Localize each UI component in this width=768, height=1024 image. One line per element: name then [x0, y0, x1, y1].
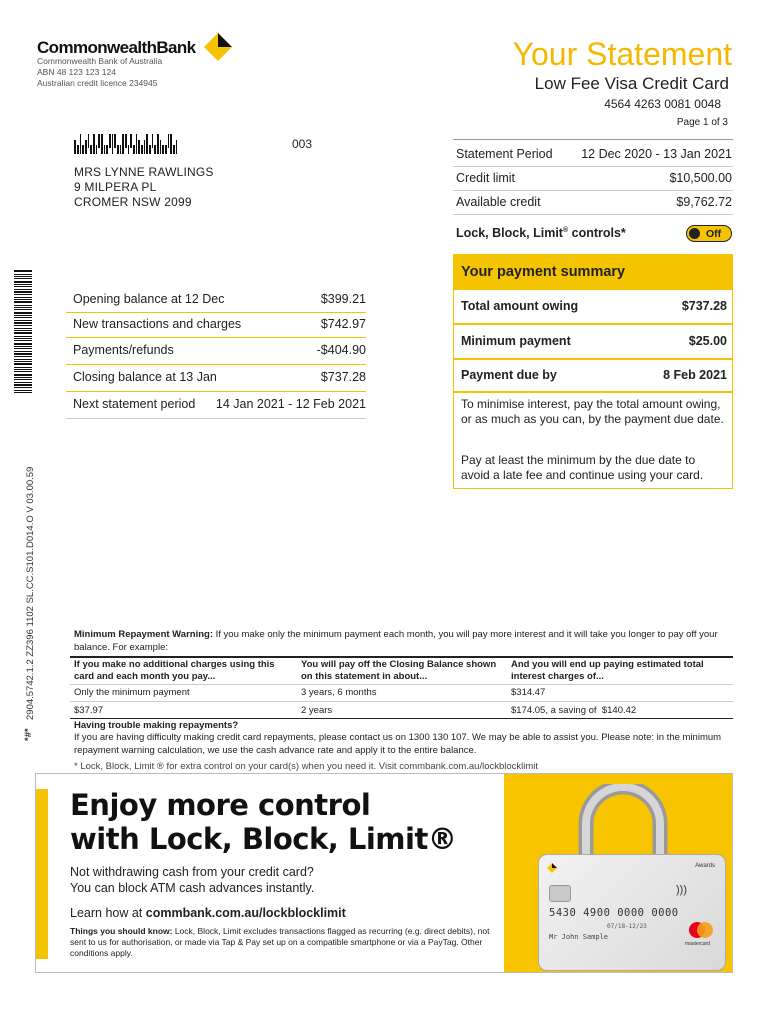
divider: [66, 418, 366, 419]
balance-row: [73, 317, 366, 331]
bank-abn: ABN 48 123 123 124: [37, 67, 116, 77]
bank-diamond-icon: [204, 33, 232, 61]
side-barcode-bar: [14, 322, 32, 324]
credit-limit-value: $10,500.00: [669, 171, 732, 185]
side-barcode-bar: [14, 294, 32, 295]
recipient-city: CROMER NSW 2099: [74, 195, 192, 209]
warning-table-cell: $174.05, a saving of $140.42: [511, 705, 637, 716]
side-barcode-bar: [14, 353, 32, 355]
repayment-warning-text: [74, 629, 734, 654]
payment-due-value: 8 Feb 2021: [663, 368, 727, 382]
card-expiry: 07/18-12/23: [607, 923, 647, 930]
side-barcode-bar: [14, 317, 32, 318]
card-tier: Awards: [695, 863, 715, 869]
divider: [66, 391, 366, 392]
barcode-bar: [104, 145, 106, 154]
barcode-bar: [90, 145, 92, 154]
next-period-row: [73, 397, 366, 411]
divider: [66, 337, 366, 338]
side-barcode-bar: [14, 325, 32, 326]
statement-title: Your Statement: [512, 36, 732, 72]
side-barcode-bar: [14, 348, 32, 349]
divider: [454, 323, 732, 325]
bank-logo-wordmark: CommonwealthBank: [37, 38, 196, 57]
recipient-street: 9 MILPERA PL: [74, 180, 157, 194]
lbl-suffix: controls*: [568, 226, 626, 240]
toggle-knob: [689, 228, 700, 239]
ad-fine-bold: Things you should know:: [70, 926, 173, 936]
card-chip-icon: [549, 885, 571, 902]
side-barcode-bar: [14, 332, 32, 334]
mail-code: 003: [292, 137, 313, 151]
credit-limit-row: [456, 171, 732, 185]
ad-title-line1: Enjoy more control: [70, 788, 371, 822]
side-barcode-bar: [14, 371, 32, 372]
product-name: Low Fee Visa Credit Card: [534, 74, 729, 93]
lbl-footnote: * Lock, Block, Limit ® for extra control on your card(s) when you need it. Visit commbank.com.au/lockblocklimit: [74, 761, 539, 772]
side-barcode-bar: [14, 286, 32, 287]
side-barcode-bar: [14, 312, 32, 314]
minimum-payment-value: $25.00: [688, 334, 727, 348]
ad-line1: Not withdrawing cash from your credit card?: [70, 865, 314, 879]
barcode-bar: [162, 145, 164, 154]
payment-summary-box: [453, 254, 733, 489]
ad-fine-text: Lock, Block, Limit excludes transactions flagged as recurring (e.g. direct debits), not sent to us for authorisation, or made via Tap & Pay set up on a compatible smartphone or via a PayTag. Other conditions apply.: [70, 926, 490, 958]
card-number-embossed: 5430 4900 0000 0000: [549, 907, 679, 919]
side-barcode-bar: [14, 299, 32, 300]
barcode-bar: [106, 145, 108, 154]
barcode-bar: [152, 134, 154, 148]
barcode-bar: [114, 134, 116, 148]
warning-table-header: And you will end up paying estimated total interest charges of...: [511, 659, 704, 682]
bank-legal-info: [37, 56, 162, 89]
ad-title: [70, 788, 456, 856]
divider: [453, 166, 733, 167]
recipient-name: MRS LYNNE RAWLINGS: [74, 165, 214, 179]
divider: [453, 214, 733, 215]
minimum-payment-row: [461, 334, 727, 348]
barcode-bar: [149, 145, 151, 154]
toggle-state-label: Off: [706, 227, 722, 240]
barcode-bar: [157, 134, 159, 154]
balance-label: Opening balance at 12 Dec: [73, 292, 225, 306]
barcode-bar: [85, 140, 87, 154]
side-barcode-bar: [14, 284, 32, 285]
barcode-bar: [146, 134, 148, 154]
side-mark: *#*: [23, 728, 34, 741]
warning-table-cell: $314.47: [511, 687, 546, 698]
card-diamond-icon: [547, 863, 557, 873]
side-barcode-bar: [14, 320, 32, 321]
next-period-value: 14 Jan 2021 - 12 Feb 2021: [215, 397, 366, 411]
side-barcode-bar: [14, 278, 32, 279]
side-barcode-bar: [14, 291, 32, 293]
trouble-text: If you are having difficulty making credit card repayments, please contact us on 1300 130 107. We may be able to assist you. Please note: in the minimum repayment warning calculation, we use the cash advance rate and apply it to the entire balance.: [74, 732, 722, 756]
barcode-bar: [133, 145, 135, 154]
barcode-bar: [173, 145, 175, 154]
barcode-bar: [138, 140, 140, 154]
balance-row: [73, 292, 366, 306]
side-barcode-bar: [14, 270, 32, 272]
side-barcode-bar: [14, 384, 32, 386]
payment-summary-heading: Your payment summary: [454, 255, 732, 290]
card-network: mastercard: [685, 941, 711, 947]
table-bottom-rule: [70, 718, 733, 719]
ad-learn-link[interactable]: commbank.com.au/lockblocklimit: [145, 906, 346, 920]
payment-due-row: [461, 368, 727, 382]
ad-learn-more: [70, 905, 346, 921]
balance-value: $399.21: [320, 292, 366, 306]
recipient-address: [74, 165, 214, 210]
warning-table-header: You will pay off the Closing Balance shown on this statement in about...: [301, 659, 497, 682]
side-barcode-bar: [14, 361, 32, 362]
side-barcode-bar: [14, 328, 32, 329]
side-barcode-bar: [14, 363, 32, 365]
credit-limit-label: Credit limit: [456, 171, 516, 185]
side-barcode-bar: [14, 276, 32, 277]
card-number: 4564 4263 0081 0048: [604, 97, 721, 111]
barcode-bar: [168, 134, 170, 148]
barcode-bar: [93, 134, 95, 154]
side-barcode-bar: [14, 367, 32, 368]
side-barcode-bar: [14, 351, 32, 352]
ad-learn-prefix: Learn how at: [70, 906, 146, 920]
table-top-rule: [70, 656, 733, 658]
side-barcode-bar: [14, 382, 32, 383]
postal-barcode: [74, 134, 178, 154]
balance-label: Payments/refunds: [73, 343, 174, 357]
side-barcode-bar: [14, 374, 32, 376]
total-owing-row: [461, 299, 727, 313]
page-indicator: Page 1 of 3: [676, 117, 728, 128]
warning-table-cell: 2 years: [301, 705, 333, 716]
barcode-bar: [98, 134, 100, 148]
barcode-bar: [80, 134, 82, 154]
side-barcode-bar: [14, 330, 32, 331]
side-barcode-bar: [14, 346, 32, 347]
balance-value: -$404.90: [316, 343, 366, 357]
ad-title-line2: with Lock, Block, Limit®: [70, 822, 457, 856]
divider: [454, 391, 732, 393]
payment-note-minimum: Pay at least the minimum by the due date to avoid a late fee and continue using your card.: [461, 453, 704, 482]
side-barcode-bar: [14, 281, 32, 283]
trouble-heading: Having trouble making repayments?: [74, 720, 239, 731]
barcode-bar: [144, 140, 146, 154]
payment-due-label: Payment due by: [461, 368, 557, 382]
repayment-warning-body: If you make only the minimum payment each month, you will pay more interest and it will take you longer to pay off your balance. For example:: [74, 629, 718, 653]
lock-block-limit-ad: [35, 773, 733, 973]
barcode-bar: [165, 145, 167, 154]
bank-licence: Australian credit licence 234945: [37, 78, 158, 88]
available-credit-value: $9,762.72: [676, 195, 732, 209]
divider: [70, 701, 733, 702]
barcode-bar: [109, 134, 111, 148]
repayment-warning-label: Minimum Repayment Warning:: [74, 629, 213, 640]
statement-period-label: Statement Period: [456, 147, 553, 161]
contactless-icon: ))): [676, 884, 687, 896]
next-period-label: Next statement period: [73, 397, 196, 411]
side-barcode-bar: [14, 359, 32, 360]
balance-label: Closing balance at 13 Jan: [73, 370, 217, 384]
side-barcode-bar: [14, 340, 32, 341]
divider: [66, 312, 366, 313]
statement-period-value: 12 Dec 2020 - 13 Jan 2021: [581, 147, 732, 161]
warning-table-cell: 3 years, 6 months: [301, 687, 377, 698]
barcode-bar: [82, 145, 84, 154]
lock-block-limit-toggle[interactable]: [686, 225, 732, 242]
barcode-bar: [101, 134, 103, 154]
balance-value: $742.97: [320, 317, 366, 331]
payment-note-interest: To minimise interest, pay the total amount owing, or as much as you can, by the payment due date.: [461, 397, 724, 426]
ad-line2: You can block ATM cash advances instantly.: [70, 881, 315, 895]
total-owing-value: $737.28: [681, 299, 727, 313]
side-barcode-bar: [14, 390, 32, 391]
barcode-bar: [154, 145, 156, 154]
divider: [453, 190, 733, 191]
side-barcode-bar: [14, 307, 32, 308]
statement-period-row: [456, 147, 732, 161]
barcode-bar: [125, 134, 127, 148]
barcode-bar: [128, 145, 130, 154]
side-barcode: [14, 270, 32, 394]
barcode-bar: [96, 145, 98, 154]
available-credit-row: [456, 195, 732, 209]
divider: [70, 684, 733, 685]
barcode-bar: [141, 145, 143, 154]
side-barcode-bar: [14, 274, 32, 275]
side-barcode-bar: [14, 336, 32, 337]
divider: [66, 364, 366, 365]
available-credit-label: Available credit: [456, 195, 541, 209]
side-barcode-bar: [14, 387, 32, 388]
ad-fine-print: [70, 926, 500, 959]
side-barcode-bar: [14, 369, 32, 370]
warning-table-cell: $37.97: [74, 705, 104, 716]
card-holder: Mr John Sample: [549, 933, 609, 941]
side-barcode-bar: [14, 343, 32, 345]
side-barcode-bar: [14, 301, 32, 303]
lock-block-limit-label: [456, 226, 626, 240]
barcode-bar: [77, 145, 79, 154]
warning-table-cell: Only the minimum payment: [74, 687, 190, 698]
divider: [453, 139, 733, 140]
side-reference-code: 2904.5742.1.2 ZZ396 1102 SL.CC.S101.D014.O V 03.00.59: [25, 466, 36, 720]
barcode-bar: [176, 140, 178, 154]
lbl-text: Lock, Block, Limit: [456, 226, 563, 240]
side-barcode-bar: [14, 379, 32, 380]
warning-table-header: If you make no additional charges using this card and each month you pay...: [74, 659, 275, 682]
barcode-bar: [117, 145, 119, 154]
side-barcode-bar: [14, 309, 32, 310]
barcode-bar: [160, 140, 162, 154]
barcode-bar: [88, 134, 90, 148]
side-barcode-bar: [14, 377, 32, 378]
barcode-bar: [120, 145, 122, 154]
side-barcode-bar: [14, 305, 32, 306]
registered-mark: ®: [562, 226, 569, 234]
divider: [454, 358, 732, 360]
side-barcode-bar: [14, 338, 32, 339]
balance-label: New transactions and charges: [73, 317, 242, 331]
mastercard-logo-icon: [687, 921, 715, 939]
barcode-bar: [74, 140, 76, 154]
side-barcode-bar: [14, 356, 32, 357]
balance-value: $737.28: [320, 370, 366, 384]
barcode-bar: [122, 134, 124, 154]
barcode-bar: [136, 134, 138, 154]
side-barcode-bar: [14, 297, 32, 298]
side-barcode-bar: [14, 315, 32, 316]
bank-logo: [37, 38, 196, 58]
bank-legal-name: Commonwealth Bank of Australia: [37, 56, 163, 66]
barcode-bar: [130, 134, 132, 148]
balance-row: [73, 370, 366, 384]
barcode-bar: [170, 134, 172, 154]
side-barcode-bar: [14, 289, 32, 290]
balance-row: [73, 343, 366, 357]
minimum-payment-label: Minimum payment: [461, 334, 571, 348]
barcode-bar: [112, 134, 114, 154]
side-barcode-bar: [14, 392, 32, 393]
ad-accent-bar: [36, 789, 48, 959]
total-owing-label: Total amount owing: [461, 299, 579, 313]
credit-card-image: [538, 854, 726, 971]
